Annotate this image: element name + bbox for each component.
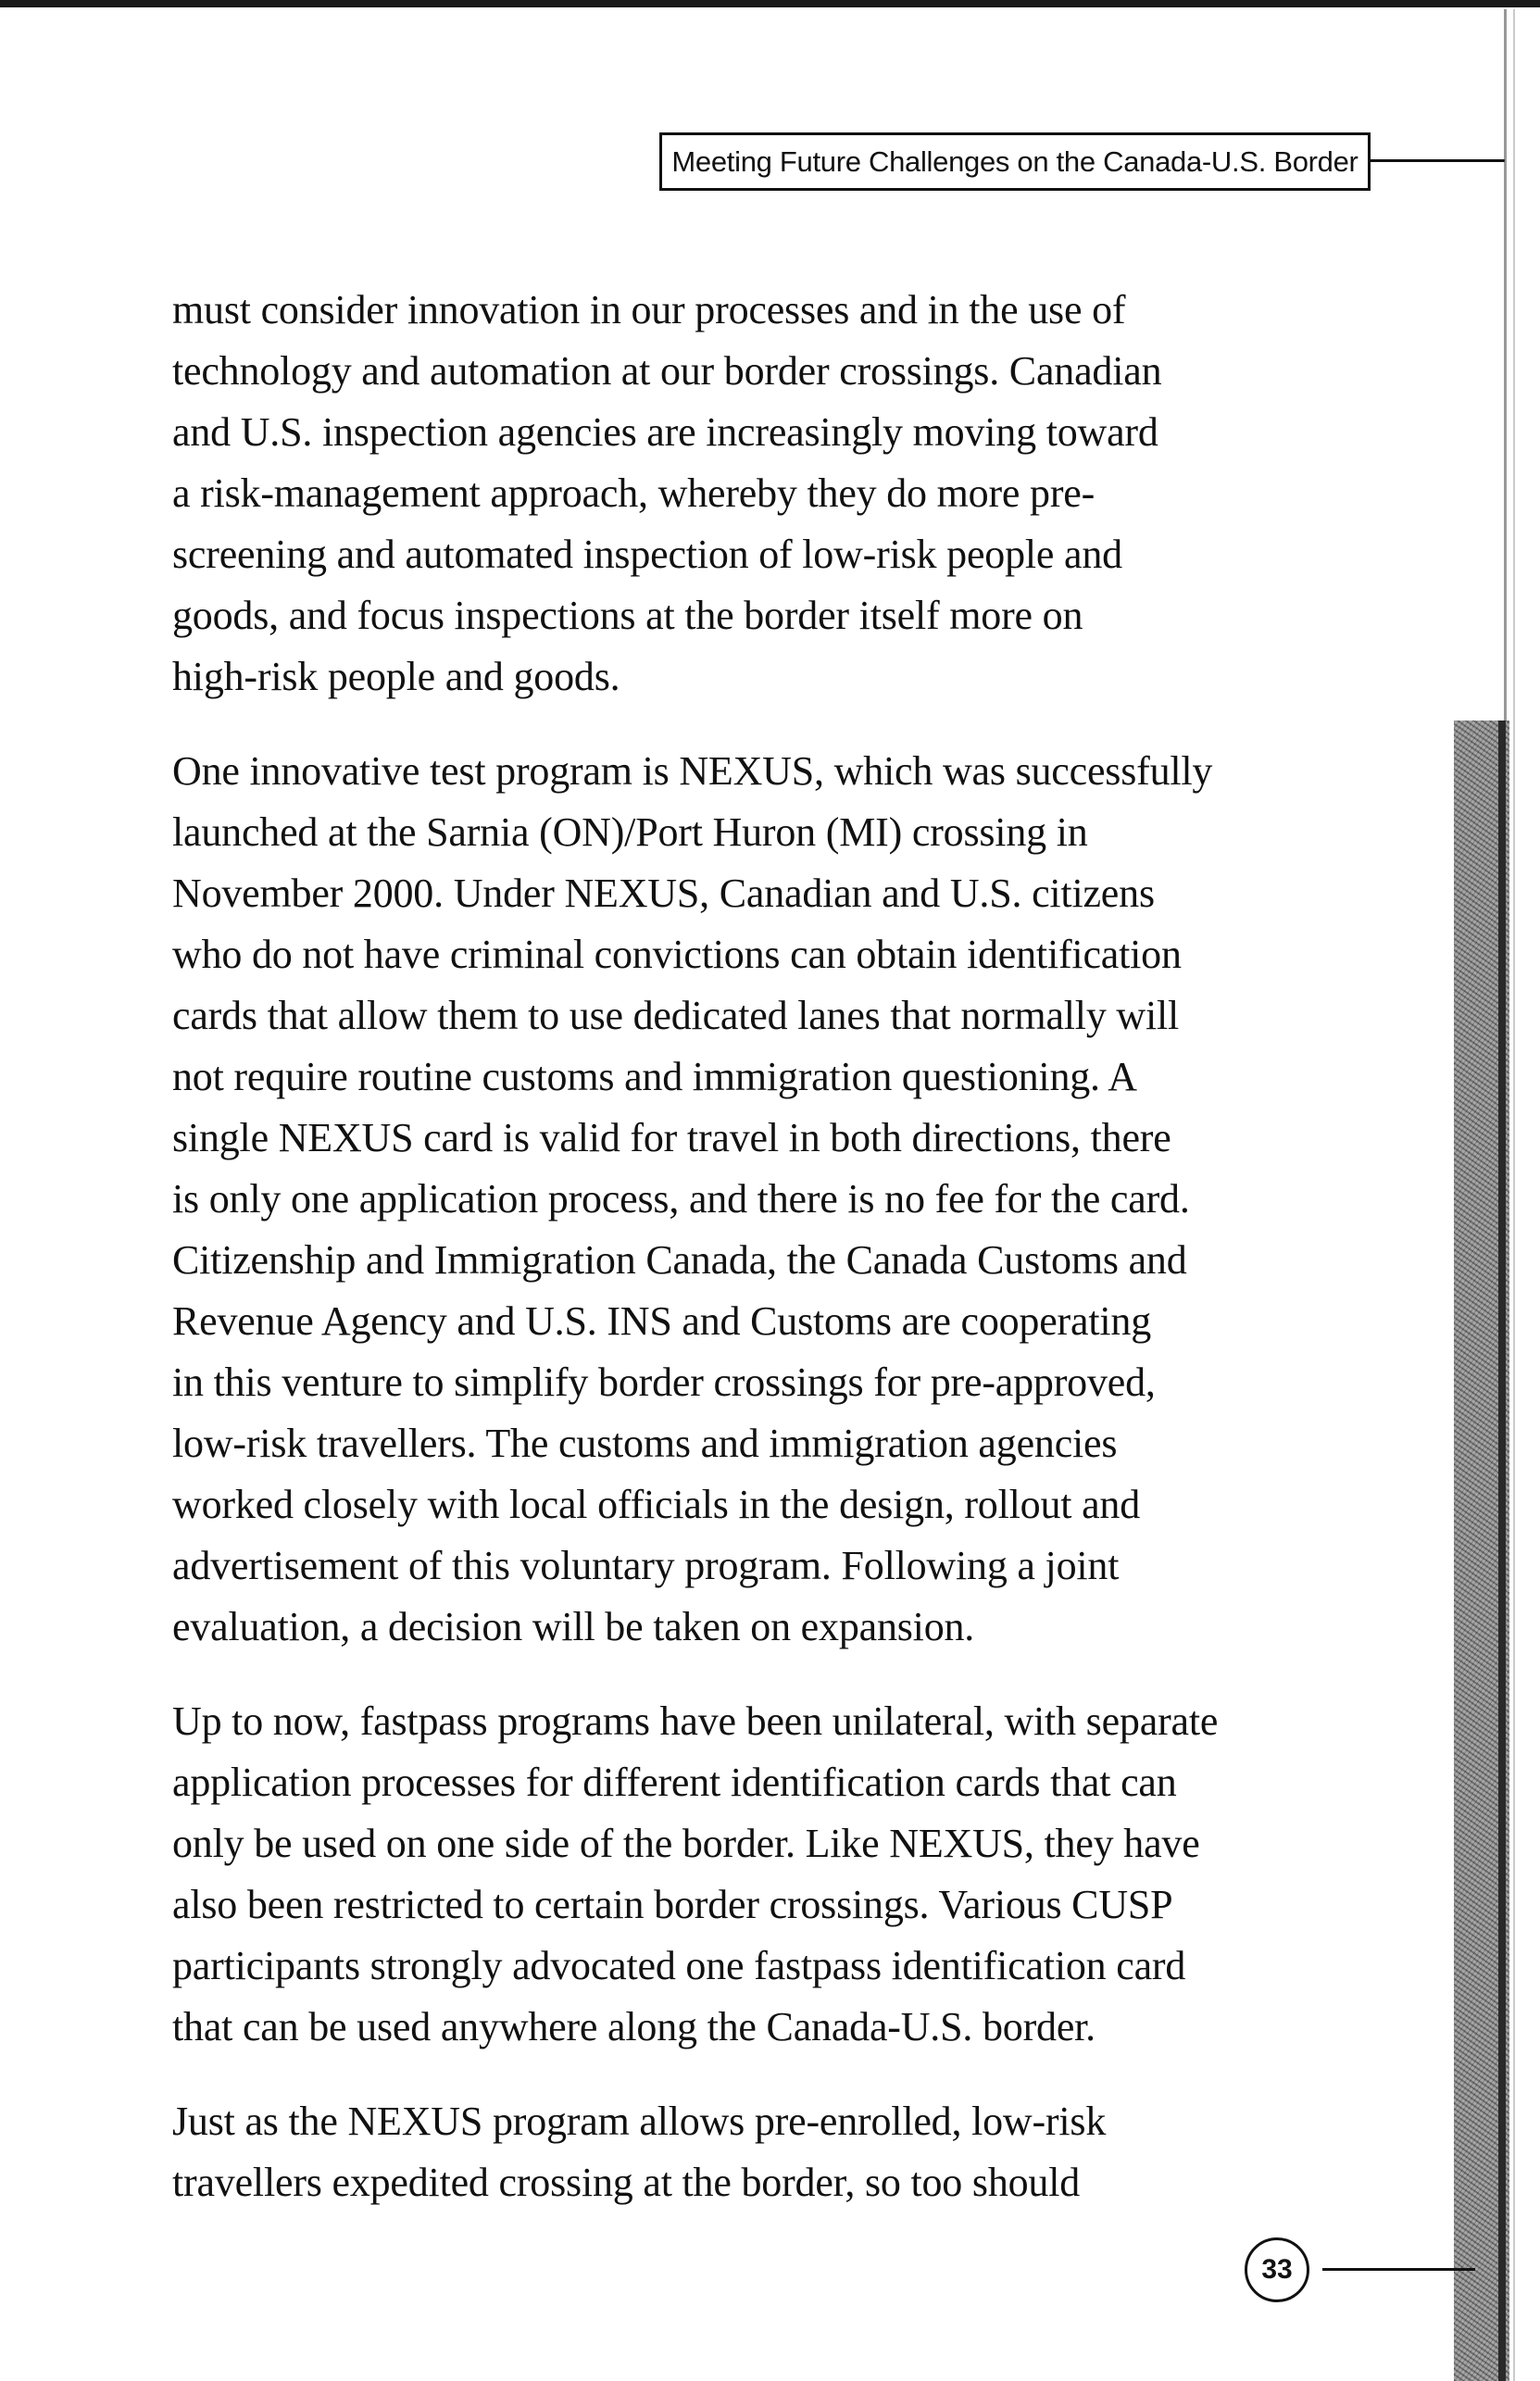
text-line: must consider innovation in our processes and in the use of — [172, 287, 1126, 332]
text-line: goods, and focus inspections at the border itself more on — [172, 593, 1083, 638]
text-line: not require routine customs and immigration questioning. A — [172, 1054, 1137, 1099]
text-line: technology and automation at our border crossings. Canadian — [172, 348, 1162, 394]
header-rule — [1371, 159, 1505, 162]
text-line: Just as the NEXUS program allows pre-enrolled, low-risk — [172, 2099, 1107, 2144]
text-line: evaluation, a decision will be taken on expansion. — [172, 1604, 975, 1649]
text-line: that can be used anywhere along the Canada-U.S. border. — [172, 2004, 1096, 2049]
chapter-tab-edge — [1498, 721, 1506, 2381]
text-line: November 2000. Under NEXUS, Canadian and U.S. citizens — [172, 871, 1155, 916]
text-line: Revenue Agency and U.S. INS and Customs are cooperating — [172, 1298, 1151, 1344]
text-line: worked closely with local officials in the design, rollout and — [172, 1482, 1140, 1527]
text-line: advertisement of this voluntary program. Following a joint — [172, 1543, 1120, 1588]
text-line: single NEXUS card is valid for travel in both directions, there — [172, 1115, 1171, 1160]
running-header — [659, 132, 1371, 191]
text-line: cards that allow them to use dedicated lanes that normally will — [172, 993, 1180, 1038]
paragraph — [172, 2091, 1256, 2213]
text-line: and U.S. inspection agencies are increasingly moving toward — [172, 409, 1158, 455]
text-line: screening and automated inspection of low-risk people and — [172, 532, 1122, 577]
text-line: One innovative test program is NEXUS, which was successfully — [172, 748, 1213, 794]
page-number-badge — [1245, 2237, 1309, 2302]
body-text — [172, 280, 1256, 2247]
text-line: launched at the Sarnia (ON)/Port Huron (MI) crossing in — [172, 809, 1088, 855]
paragraph — [172, 1691, 1256, 2058]
running-header-title: Meeting Future Challenges on the Canada-U.S. Border — [671, 144, 1358, 178]
text-line: low-risk travellers. The customs and immigration agencies — [172, 1421, 1118, 1466]
text-line: is only one application process, and there is no fee for the card. — [172, 1176, 1190, 1222]
text-line: travellers expedited crossing at the border, so too should — [172, 2160, 1081, 2205]
text-line: also been restricted to certain border crossings. Various CUSP — [172, 1882, 1173, 1927]
text-line: application processes for different identification cards that can — [172, 1760, 1177, 1805]
text-line: a risk-management approach, whereby they do more pre- — [172, 470, 1096, 516]
paragraph — [172, 741, 1256, 1658]
text-line: in this venture to simplify border crossings for pre-approved, — [172, 1360, 1156, 1405]
folio-rule — [1322, 2268, 1475, 2271]
text-line: participants strongly advocated one fastpass identification card — [172, 1943, 1186, 1988]
page-edge-line-inner — [1513, 9, 1515, 2381]
text-line: only be used on one side of the border. Like NEXUS, they have — [172, 1821, 1200, 1866]
page-number: 33 — [1261, 2254, 1293, 2285]
text-line: Citizenship and Immigration Canada, the Canada Customs and — [172, 1237, 1187, 1283]
text-line: high-risk people and goods. — [172, 654, 620, 699]
paragraph — [172, 280, 1256, 708]
text-line: Up to now, fastpass programs have been unilateral, with separate — [172, 1698, 1219, 1744]
text-line: who do not have criminal convictions can obtain identification — [172, 932, 1182, 977]
top-border-rule — [0, 0, 1540, 7]
